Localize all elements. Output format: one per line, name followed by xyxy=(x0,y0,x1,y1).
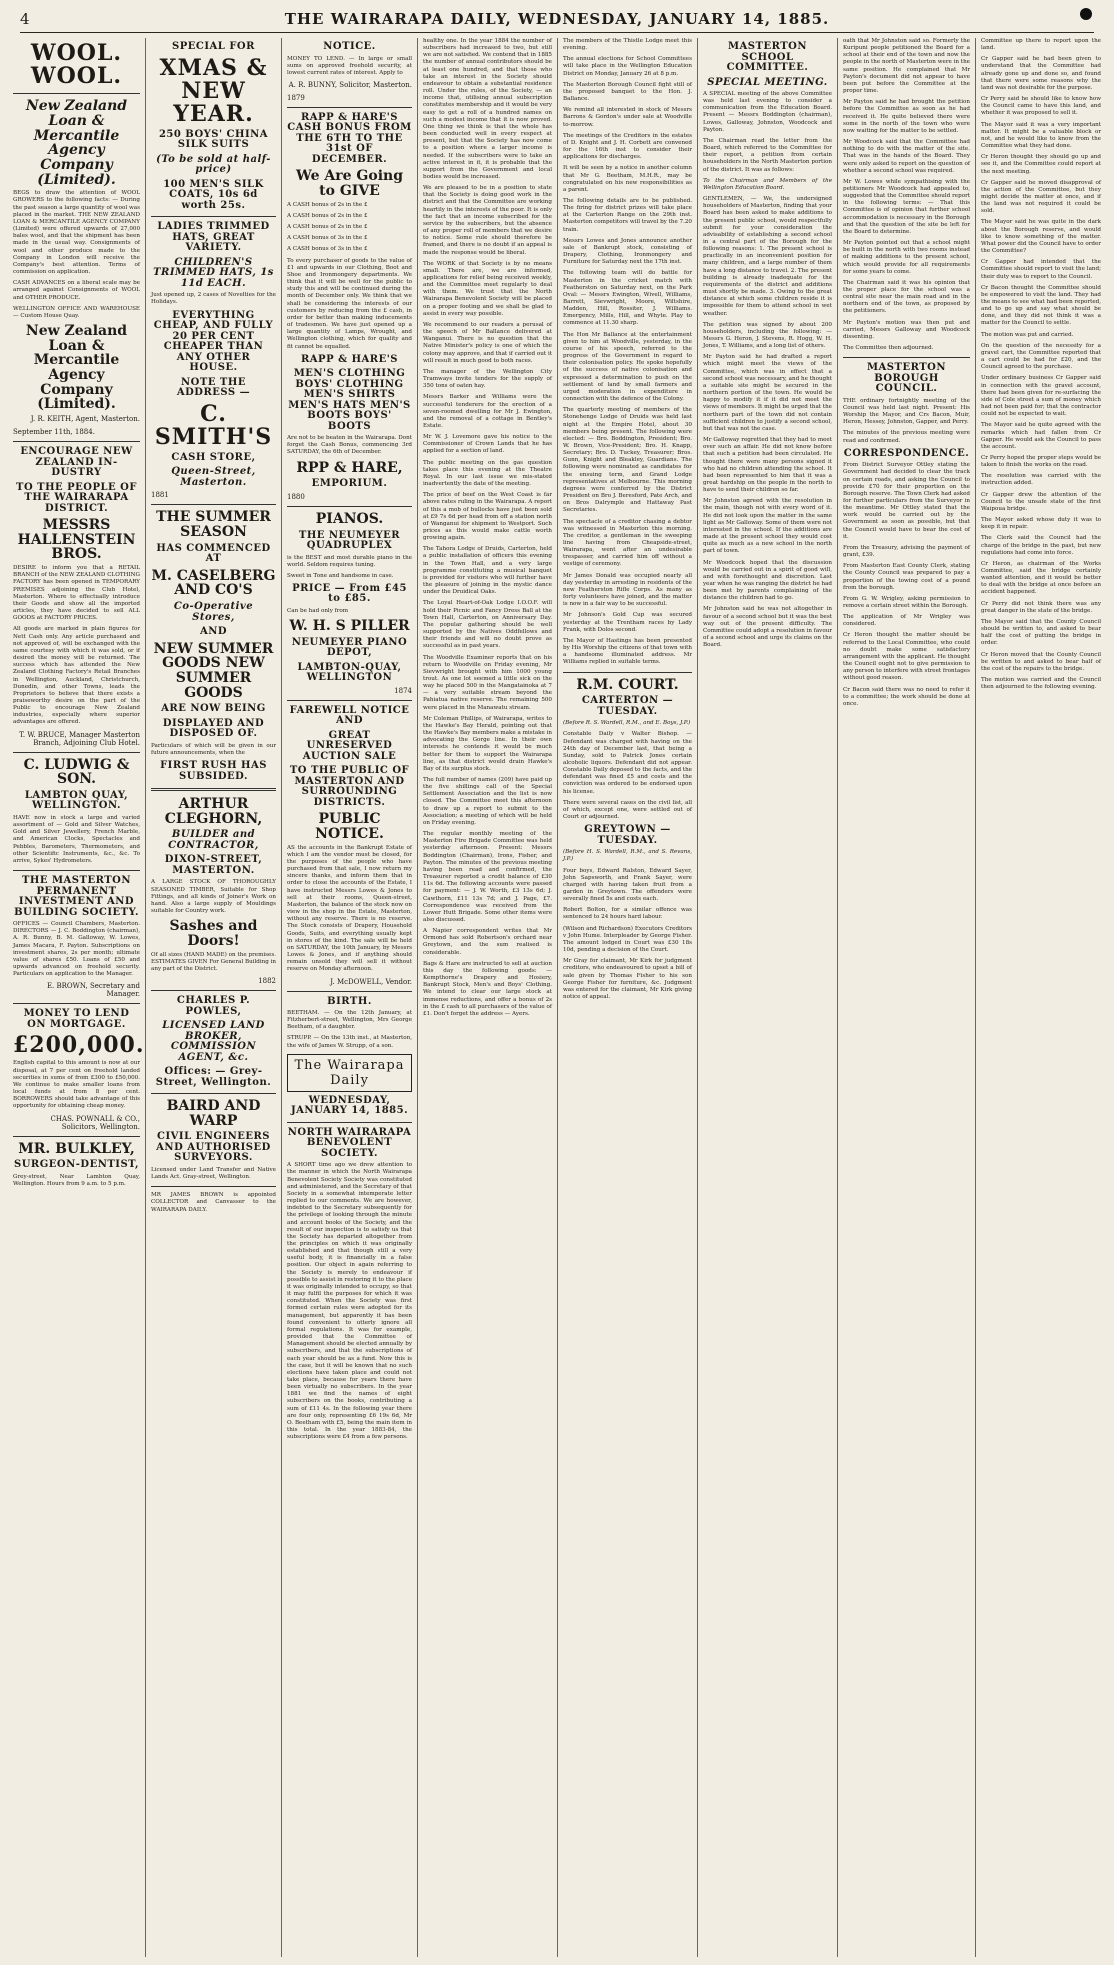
council-paragraph: Cr Heron moved that the County Council be written to and asked to bear half of the cost of the repairs to the bridge. xyxy=(981,651,1101,672)
news-paragraph: The following details are to be published. The firing for district prizes will take place at the Carterton Range on the 29th inst. Masterton competitors will travel by the 7.20 train. xyxy=(563,197,692,233)
strupp-body: STRUPP. — On the 13th inst., at Masterton, the wife of James W. Strupp, of a son. xyxy=(287,1035,412,1049)
first-rush: FIRST RUSH HAS SUBSIDED. xyxy=(160,760,267,782)
money-heading: MONEY TO LEND ON MORTGAGE. xyxy=(23,1008,130,1030)
page-number: 4 xyxy=(20,10,31,28)
clothing-note: Are not to be beaten in the Wairarapa. Dont forget the Cash Bonus, commencing 3rd SATURDAY, the 6th of December. xyxy=(287,435,412,456)
news-paragraph: Mr James Donald was occupied nearly all day yesterday in arresting in residents of the new Featherston Rifle Corps. As many as forty volunteers have joined, and the matter is now in a fair way to be successful. xyxy=(563,572,692,608)
spiller-sub: NEUMEYER PIANO DEPOT, xyxy=(291,636,408,659)
news-paragraph: Mr Johnson's Gold Cup was secured yesterday at the Trentham races by Lady Frank, with Dolos second. xyxy=(563,612,692,633)
nzl-date: September 11th, 1884. xyxy=(13,428,95,437)
discussion: Mr Galloway regretted that they had to meet over such an affair. He did not know before that such a petition had been circulated. He thought there were many persons signed it who had no children attending the school. It had been represented to him that it was a great hardship on the people in the north to have to send their children so far. xyxy=(703,437,832,494)
quadruplex: THE NEUMEYER QUADRUPLEX xyxy=(298,529,401,551)
news-paragraph: We remind all interested in stock of Messrs Barrons & Gordon's under sale at Woodville to-morrow. xyxy=(563,107,692,128)
encourage-sub: TO THE PEOPLE OF THE WAIRARAPA DISTRICT. xyxy=(16,481,137,514)
ladies-hats: LADIES TRIMMED HATS, GREAT VARIETY. xyxy=(157,221,270,254)
ludwig-name: C. LUDWIG & SON. xyxy=(23,756,130,788)
news-paragraph: The spectacle of a creditor chasing a debtor was witnessed in Masterton this morning. The creditor, a gentleman in the sweeping line having from Cheapside-street, Wairarapa, went after an undesirable trespasser, and carried him off without a vestige of ceremony. xyxy=(563,518,692,568)
school-committee-heading: MASTERTON SCHOOL COMMITTEE. xyxy=(726,41,809,73)
bulkley-title: SURGEON-DENTIST, xyxy=(13,1159,140,1171)
xmas-heading: XMAS & NEW YEAR. xyxy=(159,54,268,127)
cleghorn-addr: DIXON-STREET, MASTERTON. xyxy=(164,854,263,876)
nzl-office: WELLINGTON OFFICE AND WAREHOUSE — Custom House Quay. xyxy=(13,305,140,319)
bonus-item: A CASH bonus of 2s in the £ xyxy=(287,213,368,219)
nzl-heading: New Zealand Loan & Mercantile Agency Company (Limited). xyxy=(25,98,128,188)
novelties: Just opened up, 2 cases of Novelties for the Holidays. xyxy=(151,292,276,306)
council-paragraph: The Mayor said it was a very important matter. It might be a valuable block or not, and he would like to know from the Committee what they had done. xyxy=(981,121,1101,150)
notice-heading: NOTICE. xyxy=(323,41,376,52)
petition-body: GENTLEMEN, — We, the undersigned householders of Masterton, finding that your Board has been asked to make additions to the present public school, would respectfully submit for your consideration the advisability of establishing a second school in a central part of the Borough for the following reasons: 1. The present school is practically in an inconvenient position for many children, and a large number of them have a long distance to travel. 2. The present building is already inadequate for the requirements of the district and additions must shortly be made. 3. Owing to the great distance at which some children reside it is impossible for them to attend school in wet weather. xyxy=(703,196,832,317)
council-paragraph: Cr Gapper drew the attention of the Council to the unsafe state of the first Waipoua bridge. xyxy=(981,491,1101,512)
piano-price: PRICE — From £45 to £85. xyxy=(292,582,407,605)
committee-paragraph: Mr Payton's motion was then put and carried, Messrs Galloway and Woodcock dissenting. xyxy=(843,319,970,340)
new-summer-goods: NEW SUMMER GOODS NEW SUMMER GOODS xyxy=(153,640,274,701)
masthead: The Wairarapa Daily xyxy=(287,1054,412,1092)
council-paragraph: Cr Gapper said he had been given to understand that the Committee had already gone up and done so, and found that there were some reasons why the land was not desirable for the purpose. xyxy=(981,56,1101,91)
council-paragraph: The Mayor said he was quite in the dark about the Borough reserve, and would like to know something of the matter. What power did the Council have to order the Committee? xyxy=(981,219,1101,255)
to-public: TO THE PUBLIC OF MASTERTON AND SURROUNDING DISTRICTS. xyxy=(289,765,410,808)
correspondence-heading: CORRESPONDENCE. xyxy=(843,447,970,459)
borough-paragraph: The application of Mr Wrigley was considered. xyxy=(843,614,970,628)
greytown-body-4: Mr Gray for claimant, Mr Kirk for judgment creditors, who endeavoured to upset a bill of sale given by Thomas Fisher to his son George Fisher for furniture, &c. Judgment was entered for the claimant, Mr Kirk giving notice of appeal. xyxy=(563,958,692,1001)
committee-paragraph: oath that Mr Johnston said so. Formerly the Kuripuni people petitioned the Board for a school at their end of the town and now the people in the north of Masterton were in the same position. He complained that Mr Payton's document did not appear to have been put before the Committee at the proper time. xyxy=(843,38,970,95)
committee-paragraph: Mr W. Lowes while sympathising with the petitioners Mr Woodcock had appealed to, suggested that the Committee should report in the following terms: — That this Committee is of opinion that further school accommodation is necessary in the Borough and that the question of the site be left for the Board to determine. xyxy=(843,178,970,235)
council-paragraph: Cr Heron thought they should go up and see it, and the Committee could report at the next meeting. xyxy=(981,154,1101,175)
column-1 xyxy=(8,38,146,1957)
council-paragraph: The Clerk said the Council had the charge of the bridge in the past, but new regulations had come into force. xyxy=(981,535,1101,556)
meeting-petition: The Chairman read the letter from the Board, which referred to the Committee for their report, a petition from certain householders in the North Masterton portion of the district. It was as follows: xyxy=(703,137,832,173)
hallenstein-body: DESIRE to inform you that a RETAIL BRANCH of the NEW ZEALAND CLOTHING FACTORY has been opened in TEMPORARY PREMISES adjoining the Club Hotel, Masterton. Where to effectually introduce their Goods and show all the imported articles, they have decided to sell ALL GOODS at FACTORY PRICES. xyxy=(13,565,140,622)
article-paragraph: The regular monthly meeting of the Masterton Fire Brigade Committee was held yesterday afternoon. Present: Messrs Boddington (Chairman), Irons, Fisher, and Payton. The minutes of the previous meeting having been read and confirmed, the Treasurer reported a credit balance of £30 11s 6d. The following accounts were passed for payment: — J. W. Worth, £3 13s 6d; J. Cawthorn, £11 13s 7d; and J. Page, £7. Correspondence was received from the Lower Hutt Brigade. Some other items were also discussed. xyxy=(423,831,552,923)
council-paragraph: On the question of the necessity for a gravel cart, the Committee reported that a cart could be had for £20, and the Council agreed to the purchase. xyxy=(981,342,1101,371)
bonus-item: A CASH bonus of 2s in the £ xyxy=(287,224,368,231)
notice-body: MONEY TO LEND. — In large or small sums on approved freehold security, at lowest current rates of interest. Apply to xyxy=(287,55,412,76)
bonus-list xyxy=(287,202,412,254)
meeting-intro: A SPECIAL meeting of the above Committee was held last evening to consider a communication from the Education Board. Present — Messrs Boddington (chairman), Lowes, Galloway, Johnston, Woodcock and Payton. xyxy=(703,91,832,133)
news-paragraph: The Mayor of Hastings has been presented by His Worship the citizens of that town with a handsome illuminated address. Mr Williams replied in suitable terms. xyxy=(563,637,692,666)
news-paragraph: The quarterly meeting of members of the Stonehenge Lodge of Druids was held last night at the Empire Hotel, about 30 members being present. The following were elected: — Bro. Boddington, President; Bro. W. Brown, Vice-President; Bro. H. Knapp, Secretary; Bro. D. Tuckey, Treasurer; Bros. Gunn, Knight and Bleakley, Guardians. The following were nominated as candidates for the ensuing term, and Grand Lodge representatives at Melbourne. This morning degrees were conferred by the District President on Bro J. Beresford, Pate Arch, and on Bros Dalrymple and Hattaway Past Secretaries. xyxy=(563,407,692,514)
article-paragraph: We recommend to our readers a perusal of the speech of Mr Ballance delivered at Wanganui. There is no question that the Native Minister's policy is one of which the colony may approve, and that if carried out it will result in much good to both races. xyxy=(423,321,552,364)
cleghorn-name: ARTHUR CLEGHORN, xyxy=(164,796,263,827)
council-paragraph: Under ordinary business Cr Gapper said in connection with the gravel account, there had been given for re-surfacing the side of Cole street a sum of money which had not been paid for; that the contractor could not be expected to wait. xyxy=(981,375,1101,418)
article-paragraph: Mr Coleman Phillips, of Wairarapa, writes to the Hawke's Bay Herald, pointing out that the Hawke's Bay members make a mistake in advocating the Gorge line. In their own interests he contends it would be much better for them to support the Wairarapa line, as that district would drain Hawke's Bay of its surplus stock. xyxy=(423,715,552,772)
ludwig-body: HAVE now in stock a large and varied assortment of — Gold and Silver Watches, Gold and Silver Jewellery, French Marble, and American Clocks, Spectacles and Pebbles, Barometers, Thermometers, and other Scientific Instruments, &c., &c. To arrive, Sykes' Hydrometers. xyxy=(13,814,140,864)
bonus-item: A CASH bonus of 3s in the £ xyxy=(287,246,368,253)
sashes-body: Of all sizes (HAND MADE) on the premises. ESTIMATES GIVEN For General Building in any part of the District. xyxy=(151,951,276,972)
collector-notice: MR JAMES BROWN is appointed COLLECTOR and Canvasser to the WAIRARAPA DAILY. xyxy=(151,1192,276,1213)
summer-sub: HAS COMMENCED AT xyxy=(156,542,271,565)
column-4 xyxy=(418,38,558,1957)
discussion: Mr Payton said he had drafted a report which might meet the views of the Committee, which was in effect that a second school was necessary, and he thought a suitable site might be secured in the northern portion of the town. He would be happy to modify it if it did not meet the views of members. It might be urged that the northern part of the town did not contain sufficient children to justify a second school, but that was not the case. xyxy=(703,354,832,432)
powles-sub: LICENSED LAND BROKER, COMMISSION AGENT, &c. xyxy=(162,1020,265,1063)
nzl-sales: CASH ADVANCES on a liberal scale may be arranged against Consignments of WOOL and OTHER PRODUCE. xyxy=(13,280,140,301)
article-paragraph: We are pleased to be in a position to state that the Society is doing good work in the district and that the Committee are working heartily in the interests of the poor. It is only the fact that an income subscribed for the service by the subscribers, but the absence of any proper roll of members that we desire to notice. Some rule should therefore be framed, and there is no doubt if an appeal is made the response would be liberal. xyxy=(423,185,552,256)
column-6 xyxy=(698,38,838,1957)
article-paragraph: healthy one. In the year 1884 the number of subscribers had increased to two, but still we are not satisfied. We contend that in 1885 the number of annual contributors should be at least one hundred, and that those who take an interest in the Society should endeavour to obtain a substantial residence roll. Under the rules, of the Society, — an income that, utilising annual subscription constitutes membership and it would be very easy to get a roll of a hundred names on such a modest income that it is now proved. One thing we think is that the whole has been conducted well in every respect at present, but that the Society has now come to a position where a larger income is needed. If the subscribers were to take an active interest in it, it is probable that the support from the Government and local bodies would be increased. xyxy=(423,38,552,180)
bonus-body: To every purchaser of goods to the value of £1 and upwards in our Clothing, Boot and Shoe and Ironmongery departments. We think that it will be well for the public to study this and will be continued during the month of December only. We think that we shall be considering the interests of our customers by reducing from the £ cash, in order for better than making inducements of tradesmen. We have just opened up a large quantity of Lamps, Wrought, and Wellington clothing, which for quality and fit cannot be equalled. xyxy=(287,257,412,350)
society-body: A SHORT time ago we drew attention to the manner in which the North Wairarapa Benevolent Society Society was constituted and administered, and the Secretary of that Society in a somewhat intemperate letter replied to our comments. We are however, indebted to the Secretary subsequently for the privilege of looking through the minute and account books of the Society, and the result of our inspection is to satisfy us that the Society has departed altogether from the principles on which it was originally established and that though still a very useful body, it is financially in a false position. Our object in again referring to the Society is merely to endeavour if possible to assist in restoring it to the place it was originally intended to occupy, so that it may fulfil the purposes for which it was constituted. When the Society was first formed certain rules were adopted for its management, but apparently it has been found convenient to utterly ignore all formal regulations. It was for example, provided that the Committee of Management should be elected annually by subscribers, and that the subscriptions of each year should be as a fund. Now this is the case, but it will be known that no such elections have taken place and could not take place, because for years there have been virtually no subscribers. In the year 1881 we find the names of eight subscribers on the books, contributing a sum of £11 4s. In the following year there are four only, representing £6 19s 6d, Mr O. Beetham with £5, being the main item in this total. In the year 1883-84, the subscriptions were £4 from a few persons. xyxy=(287,1162,412,1441)
column-8 xyxy=(976,38,1106,1957)
council-paragraph: The motion was put and carried. xyxy=(981,331,1074,338)
news-paragraph: It will be seen by a notice in another column that Mr G. Beetham, M.H.R., may be congratulated on his new responsibilities as a parent. xyxy=(563,165,692,193)
money-amount: £200,000. xyxy=(13,1032,145,1059)
council-paragraph: Cr Heron, as chairman of the Works Committee, said the bridge certainly wanted attention, and it would be better to deal with the bridge at once before an accident happened. xyxy=(981,560,1101,596)
news-paragraph: Messrs Lowes and Jones announce another sale of Bankrupt stock, consisting of Drapery, Clothing, Ironmongery and Furniture for Saturday next the 17th inst. xyxy=(563,237,692,266)
carterton-sub: (Before R. S. Wardell, R.M., and E. Boys, J.P.) xyxy=(563,720,691,727)
rpp-name: RPP & HARE, xyxy=(296,459,403,476)
money-body: English capital to this amount is now at our disposal, at 7 per cent on freehold landed securities in sums of from £300 to £50,000. We continue to make smaller loans from local funds at from 8 per cent. BORROWERS should take advantage of this opportunity for obtaining cheap money. xyxy=(13,1060,140,1110)
article-paragraph: The price of beef on the West Coast is far above rates ruling in the Wairarapa. A report of this a mob of bullocks have just been sold at £9 7s 6d per head from off a station north of Wanganui for shipment to Westport. Such prices as this would make cattle worth growing again. xyxy=(423,492,552,542)
now-being: ARE NOW BEING xyxy=(161,703,266,715)
notice-sig: A. R. BUNNY, Solicitor, Masterton. xyxy=(288,80,412,89)
council-paragraph: The Mayor said he quite agreed with the remarks which had fallen from Cr Gapper. He would ask the Council to pass the account. xyxy=(981,422,1101,450)
paper-title: THE WAIRARAPA DAILY, WEDNESDAY, JANUARY 14, 1885. xyxy=(284,10,830,28)
mbis-heading: THE MASTERTON PERMANENT INVESTMENT AND BUILDING SOCIETY. xyxy=(14,875,139,918)
money-sig: CHAS. POWNALL & CO., Solicitors, Wellington. xyxy=(50,1114,140,1131)
petition-address: To the Chairman and Members of the Wellington Education Board. xyxy=(703,177,832,191)
spiller-year: 1874 xyxy=(394,686,412,695)
silk-coats: 100 MEN'S SILK COATS, 10s 6d worth 25s. xyxy=(163,178,264,211)
nzl-agent: J. R. KEITH, Agent, Masterton. xyxy=(30,415,140,424)
nzl-body: BEGS to draw the attention of WOOL GROWERS to the following facts: — During the past season a large quantity of wool was placed in the market. THE NEW ZEALAND LOAN & MERCANTILE AGENCY COMPANY (Limited) were offered upwards of 27,000 bales wool, and that the shipment has been made in the usual way. Consignments of wool and other produce made to the Company in London will receive the Company's best attention. Terms of commission on application. xyxy=(13,190,140,276)
article-paragraph: A Napier correspondent writes that Mr Ormond has sold Robertson's orchard near Greytown, and the sum realised is considerable. xyxy=(423,928,552,956)
wool-heading: WOOL. WOOL. xyxy=(30,40,123,90)
bulkley-body: Grey-street, Near Lambton Quay, Wellington. Hours from 9 a.m. to 5 p.m. xyxy=(13,1173,140,1187)
bruce-sig: T. W. BRUCE, Manager Masterton Branch, Adjoining Club Hotel. xyxy=(19,730,140,747)
bonus-heading: RAPP & HARE'S CASH BONUS FROM THE 6TH TO THE 31st OF DECEMBER. xyxy=(287,111,412,165)
hallenstein-heading: MESSRS HALLENSTEIN BROS. xyxy=(17,517,136,563)
quadruplex-body: is the BEST and most durable piano in the world. Seldom requires tuning. xyxy=(287,554,412,568)
council-paragraph: Committee up there to report upon the land. xyxy=(981,38,1101,52)
public-body: AS the accounts in the Bankrupt Estate of which I am the vendor must be closed, for the purposes of the people who have purchased from that sale, I now return my sincere thanks, and inform them that in order to close the accounts of the Estate, I have instructed Messrs Lowes & Jones to sell at their rooms, Queen-street, Masterton, the balance of the stock now on view in the shop in the Estate, Masterton, without any reserve. There is no reserve. The Stock consists of Drapery, Household Goods, Suits, and everything usually kept in stores of the kind. The sale will be held on SATURDAY, the 10th January, by Messrs Lowes & Jones, and if anything should remain unsold they will sell it without reserve on Monday afternoon. xyxy=(287,844,412,973)
borough-paragraph: From Masterton East County Clerk, stating the County Council was prepared to pay a proportion of the towing cost of a pound from the borough. xyxy=(843,563,970,591)
council-paragraph: Cr Bacon thought the Committee should be empowered to visit the land. They had the means to see what had been reported, and to go up and say what should be done, and they did not think it was a matter for the Council to settle. xyxy=(981,284,1101,327)
baird-sub: CIVIL ENGINEERS AND AUTHORISED SURVEYORS. xyxy=(156,1131,271,1164)
summer-heading: THE SUMMER SEASON xyxy=(156,509,271,540)
borough-paragraph: Cr Bacon said there was no need to refer it to a committee; the work should be done at once. xyxy=(843,686,970,707)
news-paragraph: The following team will do battle for Masterton in the cricket match with Featherston on Saturday next, on the Park Oval: — Messrs Ewington, Wivell, Williams, Barrett, Sievwright, Moore, Wiltshire, Madden, Hill, Rossiter, J. Williams. Emergency, Mills, Hill, and Whyte. Play to commence at 11.30 sharp. xyxy=(563,270,692,327)
council-paragraph: Cr Perry did not think there was any great danger in the state of the bridge. xyxy=(981,600,1101,614)
article-paragraph: The Tahora Lodge of Druids, Carterton, held a public installation of officers this evening in the Town Hall, and a very large programme constituting a musical banquet is provided for visitors who will further have the pleasure of joining in the mystic dance under the Druidical Oaks. xyxy=(423,546,552,596)
birth-body: BEETHAM. — On the 12th January, at Fitzherbert-street, Wellington, Mrs George Beetham, of a daughter. xyxy=(287,1010,412,1031)
nzl-repeat: New Zealand Loan & Mercantile Agency Company (Limited). xyxy=(25,322,128,413)
committee-paragraph: The Committee then adjourned. xyxy=(843,345,934,352)
council-paragraph: The resolution was carried with the instruction added. xyxy=(981,473,1101,487)
sashes-heading: Sashes and Doors! xyxy=(169,918,258,949)
queen-street: Queen-Street, Masterton. xyxy=(171,466,256,488)
mbis-sig: E. BROWN, Secretary and Manager. xyxy=(46,982,140,999)
spiller-name: W. H. S PILLER xyxy=(289,618,410,635)
hallenstein-more: All goods are marked in plain figures for Nett Cash only. Any article purchased and not approved of, will be exchanged with the same courtesy with which it was sold, or if desired the money will be returned. The success which has attended the New Zealand Clothing Factory's Retail Branches in Wellington, Auckland, Christchurch, Dunedin, and other Towns, leads the Proprietors to believe that there exists a praiseworthy desire on the part of the Public to encourage New Zealand industries, especially where superior advantages are offered. xyxy=(13,626,140,726)
public-notice: PUBLIC NOTICE. xyxy=(315,811,384,842)
discussion: Mr Woodcock hoped that the discussion would be carried out in a spirit of good will, and with forethought and discretion. Last year when he was ranging the district he had been met by parents complaining of the distance the children had to go. xyxy=(703,559,833,602)
page-header xyxy=(20,8,1094,33)
special-meeting: SPECIAL MEETING. xyxy=(707,76,828,88)
council-paragraph: The Mayor said that the County Council should be written to, and asked to bear half the cost of putting the bridge in order. xyxy=(981,618,1101,647)
greytown-body-2: Robert Bolton, for a similar offence was sentenced to 24 hours hard labour. xyxy=(563,907,692,921)
pianos-heading: PIANOS. xyxy=(315,510,384,527)
spiller-addr: LAMBTON-QUAY, WELLINGTON xyxy=(297,661,402,684)
article-paragraph: The public meeting on the gas question takes place this evening at the Theatre Royal. In our last issue we mis-stated inadvertently the date of the meeting. xyxy=(423,459,552,488)
children-hats: CHILDREN'S TRIMMED HATS, 1s 11d EACH. xyxy=(153,256,274,289)
smith-name: C. SMITH'S xyxy=(154,400,273,450)
column-2 xyxy=(146,38,282,1957)
column-7 xyxy=(838,38,976,1957)
silk-note: (To be sold at half-price) xyxy=(156,153,271,176)
council-paragraph: Cr Perry hoped the proper steps would be taken to finish the works on the road. xyxy=(981,454,1101,469)
rapp-hare-heading: RAPP & HARE'S xyxy=(300,353,399,365)
committee-paragraph: Mr Payton said he had brought the petition before the Committee as soon as he had received it. He quite believed there were some in the north of the town who were now waiting for the matter to be settled. xyxy=(843,99,970,134)
council-paragraph: Cr Perry said he should like to know how the Council came to have this land, and whether it was proposed to sell it. xyxy=(981,96,1101,117)
displayed: DISPLAYED AND DISPOSED OF. xyxy=(162,717,265,740)
news-paragraph: The members of the Thistle Lodge meet this evening. xyxy=(563,38,692,52)
discussion: Mr Johnston said he was not altogether in favour of a second school but it was the best way out of the present difficulty. The Committee could adopt a resolution in favour of a second school and urge its claims on the Board. xyxy=(703,606,832,649)
council-paragraph: The Mayor asked whose duty it was to keep it in repair. xyxy=(981,517,1101,531)
borough-paragraph: THE ordinary fortnightly meeting of the Council was held last night. Present: His Worship the Mayor, and Crs Bacon, Muir, Heron, Hessey, Johnston, Gapper, and Perry. xyxy=(843,397,970,426)
everything-cheap: EVERYTHING CHEAP, AND FULLY 20 PER CENT CHEAPER THAN ANY OTHER HOUSE. xyxy=(153,309,274,374)
borough-paragraph: From District Surveyor Ottley stating the Government had decided to clear the track on certain roads, and asking the Council to provide £70 for their proportion on the Borough reserve. The Town Clerk had asked for further particulars from the Surveyor in the meantime. Mr Ottley stated that the work would be carried out by the Government as soon as possible, but that the Council would have to bear the cost of it. xyxy=(843,462,970,540)
news-paragraph: The Masterton Borough Council fight still of the proposed banquet to the Hon. J. Ballance. xyxy=(563,81,692,103)
baird-name: BAIRD AND WARP xyxy=(166,1098,261,1129)
column-3 xyxy=(282,38,418,1957)
encourage-heading: ENCOURAGE NEW ZEALAND IN-DUSTRY xyxy=(20,446,133,479)
farewell-heading: FAREWELL NOTICE AND xyxy=(289,704,410,727)
borough-paragraph: Cr Heron thought the matter should be referred to the Local Committee, who could no doubt make some satisfactory arrangement with the applicant. He thought the Council ought not to give permission to any person to interfere with street frontages without good reason. xyxy=(843,632,970,682)
date-line: WEDNESDAY, JANUARY 14, 1885. xyxy=(290,1094,409,1117)
borough-paragraph: From G. W. Wrigley, asking permission to remove a certain street within the Borough. xyxy=(843,595,970,609)
baird-body: Licensed under Land Transfer and Native Lands Act. Gray-street, Wellington. xyxy=(151,1166,276,1181)
article-paragraph: Bags & Hare are instructed to sell at auction this day the following goods: — Kempthorne's Drapery and Hosiery, Bankrupt Stock, Men's and Boys' Clothing. We intend to clear our large stock at immense reductions, and offer a bonus of 2s in the £ cash to all purchasers of the value of £1. Don't forget the address — Ayers. xyxy=(423,960,552,1017)
mcdowell-sig: J. McDOWELL, Vendor. xyxy=(330,977,412,986)
council-paragraph: Cr Gapper said he moved disapproval of the action of the Committee, but they might decide the matter at once, and if the land was not required it could be sold. xyxy=(981,179,1101,215)
sashes-year: 1882 xyxy=(258,977,276,986)
news-paragraph: The annual elections for School Committees will take place in the Wellington Education District on Monday, January 26 at 8 p.m. xyxy=(563,56,692,77)
cleghorn-sub: BUILDER and CONTRACTOR, xyxy=(168,829,259,851)
ink-blot xyxy=(1080,8,1092,20)
rpp-year: 1880 xyxy=(287,492,305,501)
greytown-body-3: (Wilson and Richardson) Executors Creditors v John Hume. Interpleader by George Fisher. The amount lodged in Court was £30 18s 10d, pending a decision of the Court. xyxy=(563,925,692,954)
bonus-item: A CASH bonus of 3s in the £ xyxy=(287,235,368,242)
borough-paragraph: From the Treasury, advising the payment of grant, £39. xyxy=(843,544,970,559)
greytown-body: Four boys, Edward Ralston, Edward Sayer, John Sapsworth, and Frank Sayer, were charged with having taken fruit from a garden in Greytown. The offenders were severally fined 5s and costs each. xyxy=(563,867,692,903)
committee-paragraph: Mr Payton pointed out that a school might be built in the north with two rooms instead of making additions to the present school, which would provide for all requirements for some years to come. xyxy=(843,240,970,275)
bonus-item: A CASH bonus of 2s in the £ xyxy=(287,201,368,208)
carterton-heading: CARTERTON — TUESDAY. xyxy=(581,695,674,717)
rpp-sub: EMPORIUM. xyxy=(311,478,388,490)
council-paragraph: Cr Gapper had intended that the Committee should report to visit the land; their duty was to report to the Council. xyxy=(981,259,1101,280)
committee-paragraph: The Chairman said it was his opinion that the proper place for the school was a central site near the main road and in the northern end of the town, as proposed by the petitioners. xyxy=(843,279,970,315)
article-paragraph: The Loyal Heart-of-Oak Lodge I.O.O.F. will hold their Picnic and Fancy Dress Ball at the Town Hall, Carterton, on Anniversary Day. The popular gathering should be well supported by the Natives Oddfellows and their friends and will no doubt prove as successful as in past years. xyxy=(423,600,552,650)
notice-year: 1879 xyxy=(287,93,305,102)
bulkley-name: MR. BULKLEY, xyxy=(18,1140,135,1157)
mbis-body: OFFICES — Council Chambers, Masterton. DIRECTORS — J. C. Boddington (chairman), A. R. Bunny, B. M. Galloway, W. Lowes, James Macara, F. Payton. Subscriptions on investment shares, 2s per month; ultimate value of shares £50. Loans of £50 and upwards advanced on freehold security. Particulars on application to the Manager. xyxy=(13,921,140,978)
smith-sub: CASH STORE, xyxy=(171,451,256,463)
piano-payment: Can be had only from xyxy=(287,607,349,614)
note-address: NOTE THE ADDRESS — xyxy=(176,376,251,399)
powles-name: CHARLES P. POWLES, xyxy=(176,995,251,1017)
birth-heading: BIRTH. xyxy=(327,995,372,1007)
article-paragraph: The WORK of that Society is by no means small. There are, we are informed, applications for relief being received weekly, and the Committee meet regularly to deal with them. We trust that the North Wairarapa Benevolent Society will be placed on a proper footing and we shall be glad to assist in every way possible. xyxy=(423,260,552,317)
council-paragraph: The motion was carried and the Council then adjourned to the following evening. xyxy=(981,677,1101,691)
silk-suits: 250 BOYS' CHINA SILK SUITS xyxy=(158,128,269,151)
society-heading: NORTH WAIRARAPA BENEVOLENT SOCIETY. xyxy=(287,1126,412,1159)
news-paragraph: The Hon Mr Ballance at the entertainment given to him at Woodville, yesterday, in the course of his speech, referred to the progress of the Government in regard to their colonisation policy. He spoke hopefully of the success of native colonisation and expressed a determination to push on the settlement of land by small farmers and urged moderation in expenditure in connection with the defence of the Colony. xyxy=(563,331,692,403)
ludwig-addr: LAMBTON QUAY, WELLINGTON. xyxy=(24,789,129,812)
article-paragraph: Mr W. J. Lovemore gave his notice to the Commissioner of Crown Lands that he has applied for a section of land. xyxy=(423,434,552,455)
borough-paragraph: The minutes of the previous meeting were read and confirmed. xyxy=(843,430,970,444)
committee-paragraph: Mr Woodcock said that the Committee had nothing to do with the matter of the site. That was in the hands of the Board. They were only asked to report on the question of whether a second school was required. xyxy=(843,139,970,174)
petition-more: The petition was signed by about 200 householders, including the following: — Messrs G. Heron, J. Stevens, R. Hogg, W. H. Jones, T. Williams, and a long list of others. xyxy=(703,321,832,350)
clothing-list: MEN'S CLOTHING BOYS' CLOTHING MEN'S SHIRTS MEN'S HATS MEN'S BOOTS BOYS' BOOTS xyxy=(288,368,411,432)
quadruplex-tone: Sweet in Tone and handsome in case. xyxy=(287,572,394,579)
article-paragraph: The Woodville Examiner reports that on his return to Woodville on Friday evening, Mr Sievwright brought with him 1000 young trout. As one lot seemed a little sick on the way he placed 500 in the Mangatainoka at 7 — a very suitable stream beyond the Pahiatua native reserve. The remaining 500 were placed in the Manawatu stream. xyxy=(423,654,552,711)
article-paragraph: Messrs Barker and Williams were the successful tenderers for the erection of a seven-roomed dwelling for Mr J. Ewington, and the removal of a cottage in Bentley's Estate. xyxy=(423,394,552,429)
cleghorn-body: A LARGE STOCK OF THOROUGHLY SEASONED TIMBER, Suitable for Shop Fittings, and all kinds of Joiner's Work on hand. Also a large supply of Mouldings suitable for Country work. xyxy=(151,879,276,915)
coop-stores: Co-Operative Stores, xyxy=(173,601,254,623)
greytown-heading: GREYTOWN — TUESDAY. xyxy=(584,824,671,846)
and-word: AND xyxy=(199,626,228,638)
special-for: SPECIAL FOR xyxy=(172,41,255,52)
article-paragraph: The manager of the Wellington City Tramways invite tenders for the supply of 350 tons of oaten hay. xyxy=(423,368,552,390)
discussion: Mr Johnston agreed with the resolution in the main, though not with every word of it. He did not look upon the matter in the same light as Mr Galloway. Some of them were not interested in the school. If the additions are made at the present school they would cost quite as much as a new school in the north part of town. xyxy=(703,498,832,555)
news-paragraph: The meetings of the Creditors in the estates of D. Knight and J. H. Corbett are convened for the 16th inst to consider their applications for discharges. xyxy=(563,132,692,161)
court-body-2: There were several cases on the civil list, all of which, except one, were settled out of Court or adjourned. xyxy=(563,799,692,821)
column-5 xyxy=(558,38,698,1957)
article-paragraph: The full number of names (209) have paid up the five shillings call of the Special Settlement Association and the list is now closed. The Committee meet this afternoon to draw up a report to submit to the Association; a meeting of which will be held on Friday evening. xyxy=(423,777,552,826)
unreserved-heading: GREAT UNRESERVED AUCTION SALE xyxy=(302,729,397,762)
greytown-sub: (Before H. S. Wardell, R.M., and S. Revans, J.P.) xyxy=(563,849,692,863)
court-body: Constable Daily v Walter Bishop. — Defendant was charged with having on the 24th day of December last, that being a Sunday, sold to Patrick Jones certain alcoholic liquors. Defendant did not appear. Constable Daily deposed to the facts, and the defendant was fined £5 and costs and the conviction was ordered to be endorsed upon his license. xyxy=(563,731,692,795)
caselberg-name: M. CASELBERG AND CO'S xyxy=(151,567,276,599)
giving-heading: We Are Going to GIVE xyxy=(296,168,403,200)
smith-year: 1881 xyxy=(151,491,169,500)
borough-heading: MASTERTON BOROUGH COUNCIL. xyxy=(866,362,947,395)
powles-addr: Offices: — Grey-Street, Wellington. xyxy=(155,1066,272,1088)
court-heading: R.M. COURT. xyxy=(576,676,679,693)
particulars: Particulars of which will be given in our future announcements, when the xyxy=(151,742,276,756)
